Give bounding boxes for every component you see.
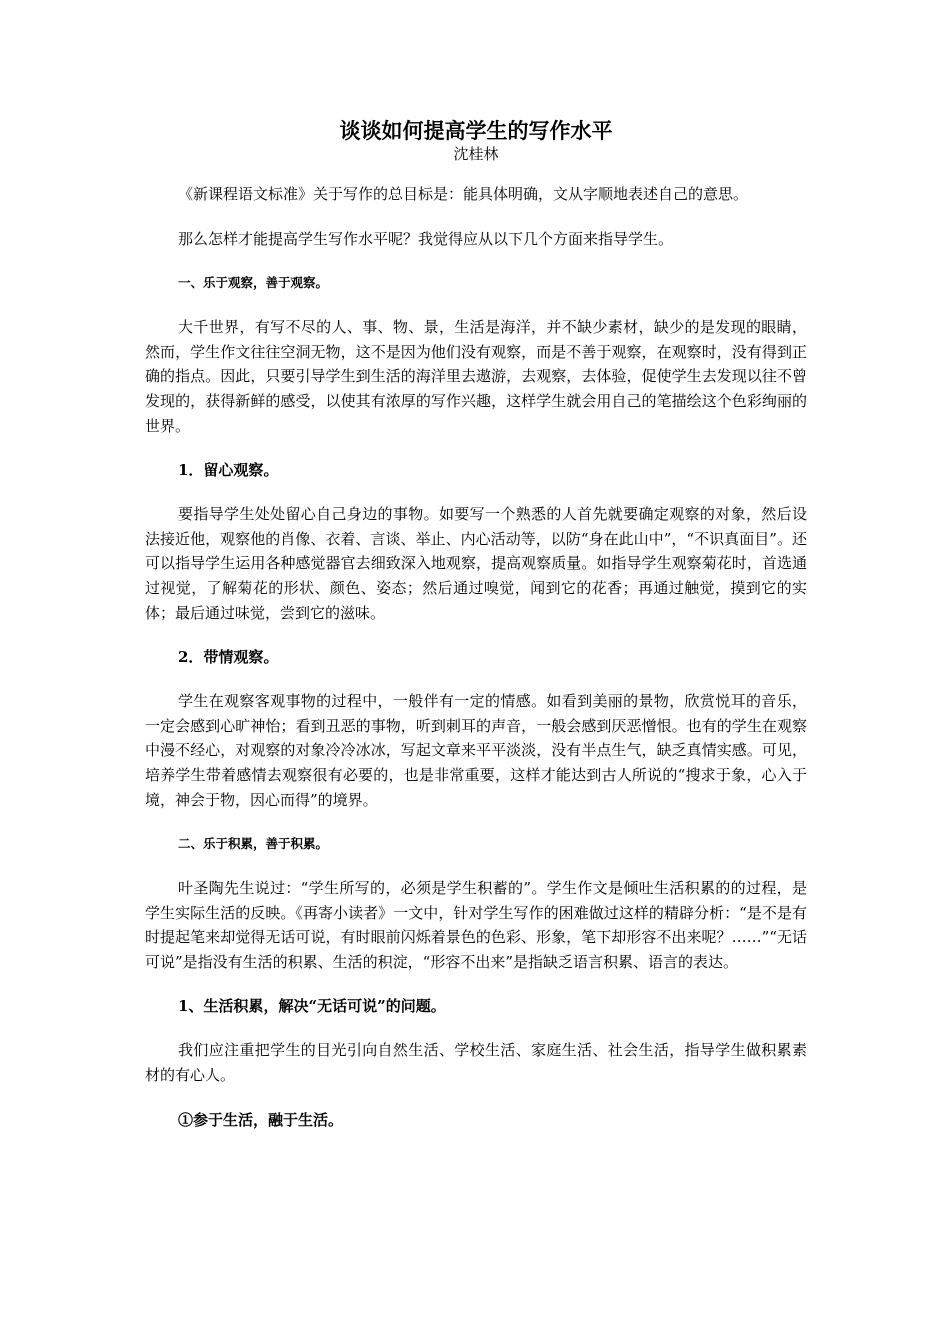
subheading-emotional-observation: 2．带情观察。 bbox=[178, 648, 279, 667]
subheading-life-accumulation: 1、生活积累，解决“无话可说”的问题。 bbox=[178, 997, 446, 1016]
document-title: 谈谈如何提高学生的写作水平 bbox=[339, 118, 613, 143]
document-author: 沈桂林 bbox=[453, 145, 499, 163]
section-heading-accumulation: 二、乐于积累，善于积累。 bbox=[178, 836, 329, 852]
paragraph-accumulation-intro: 叶圣陶先生说过：“学生所写的，必须是学生积蓄的”。学生作文是倾吐生活积累的的过程，是学生实际生活的反映。《再寄小读者》一文中，针对学生写作的困难做过这样的精辟分析：“是不是有时提起笔来却觉得无话可说，有时眼前闪烁着景色的色彩、形象，笔下却形容不出来呢？……”“无话可说”是指没有生活的积累、生活的积淀，“形容不出来”是指缺乏语言积累、语言的表达。 bbox=[145, 879, 807, 971]
document-page bbox=[145, 118, 807, 1152]
paragraph-observation-intro: 大千世界，有写不尽的人、事、物、景，生活是海洋，并不缺少素材，缺少的是发现的眼睛，然而，学生作文往往空洞无物，这不是因为他们没有观察，而是不善于观察，在观察时，没有得到正确的指点。因此，只要引导学生到生活的海洋里去遨游，去观察，去体验，促使学生去发现以往不曾发现的，获得新鲜的感受，以使其有浓厚的写作兴趣，这样学生就会用自己的笔描绘这个色彩绚丽的世界。 bbox=[145, 318, 807, 435]
paragraph-life-accumulation: 我们应注重把学生的目光引向自然生活、学校生活、家庭生活、社会生活，指导学生做积累素材的有心人。 bbox=[145, 1041, 807, 1085]
paragraph-emotional-observation: 学生在观察客观事物的过程中，一般伴有一定的情感。如看到美丽的景物，欣赏悦耳的音乐，一定会感到心旷神怡；看到丑恶的事物，听到刺耳的声音，一般会感到厌恶憎恨。也有的学生在观察中漫不经心，对观察的对象冷冷冰冰，写起文章来平平淡淡，没有半点生气，缺乏真情实感。可见，培养学生带着感情去观察很有必要的，也是非常重要，这样才能达到古人所说的“搜求于象，心入于境，神会于物，因心而得”的境界。 bbox=[145, 692, 807, 809]
subheading-careful-observation: 1．留心观察。 bbox=[178, 461, 279, 480]
subheading-participate-in-life: ①参于生活，融于生活。 bbox=[178, 1110, 344, 1129]
paragraph-standard-goal: 《新课程语文标准》关于写作的总目标是：能具体明确，文从字顺地表述自己的意思。 bbox=[178, 185, 749, 203]
paragraph-how-to-improve: 那么怎样才能提高学生写作水平呢？我觉得应从以下几个方面来指导学生。 bbox=[178, 229, 674, 248]
section-heading-observation: 一、乐于观察，善于观察。 bbox=[178, 275, 329, 291]
paragraph-careful-observation: 要指导学生处处留心自己身边的事物。如要写一个熟悉的人首先就要确定观察的对象，然后设法接近他，观察他的肖像、衣着、言谈、举止、内心活动等，以防“身在此山中”，“不识真面目”。还可以指导学生运用各种感觉器官去细致深入地观察，提高观察质量。如指导学生观察菊花时，首选通过视觉，了解菊花的形状、颜色、姿态；然后通过嗅觉，闻到它的花香；再通过触觉，摸到它的实体；最后通过味觉，尝到它的滋味。 bbox=[145, 505, 807, 622]
